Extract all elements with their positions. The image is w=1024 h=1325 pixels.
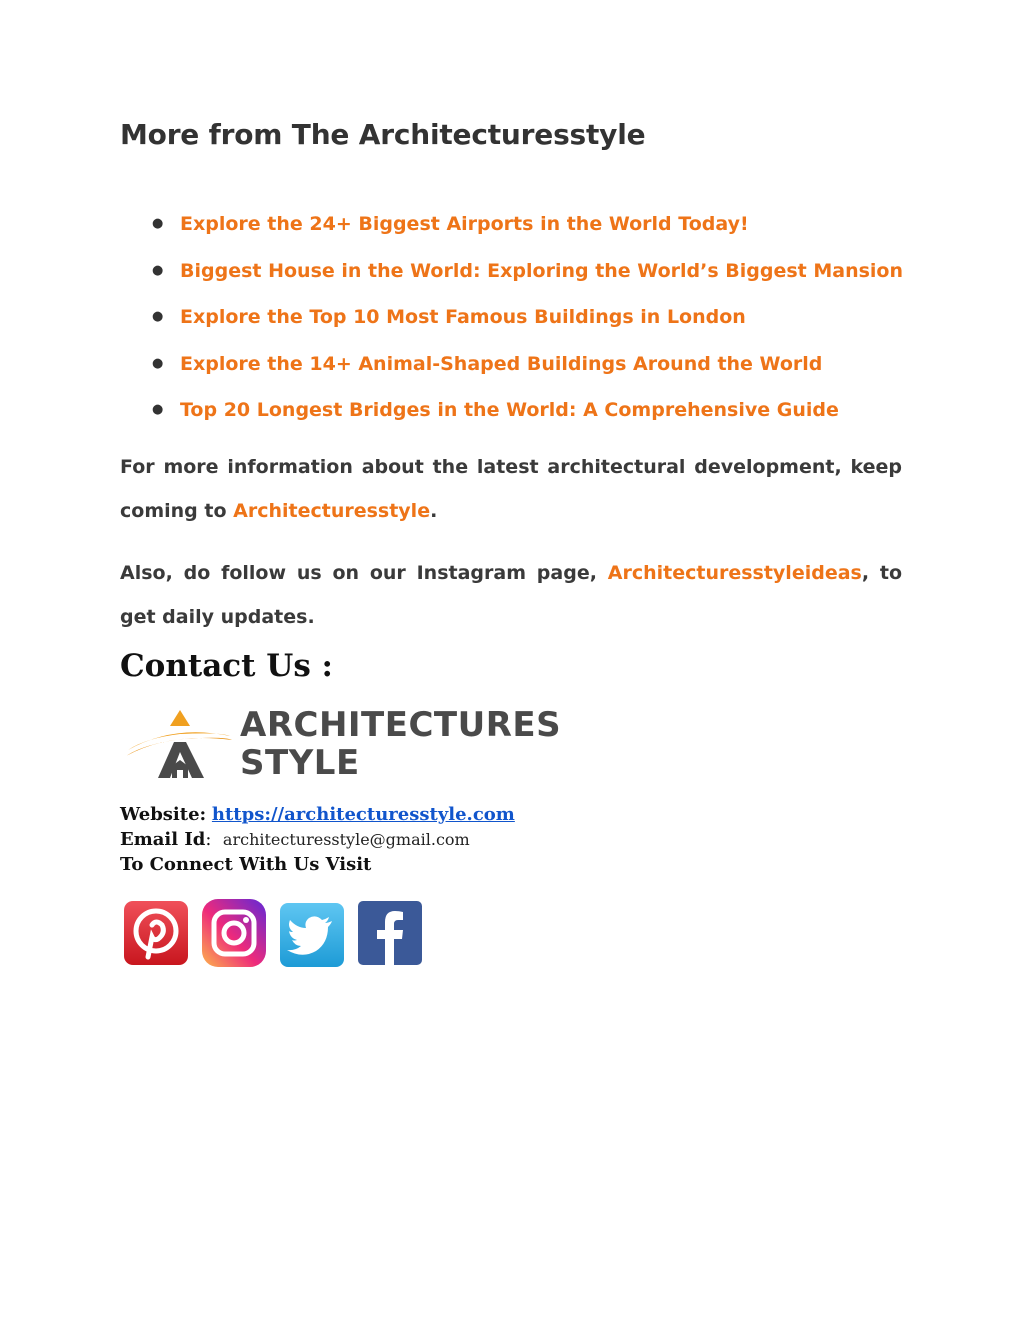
connect-text: To Connect With Us Visit: [120, 854, 372, 875]
bullet-icon: ●: [152, 355, 164, 371]
email-value[interactable]: architecturesstyle@gmail.com: [222, 830, 470, 849]
instagram-paragraph-end: , to get daily updates.: [120, 562, 903, 628]
facebook-icon[interactable]: [356, 897, 424, 969]
section-title: More from The Architecturesstyle: [120, 118, 646, 151]
list-item: [120, 300, 902, 347]
logo-arch-icon: [124, 706, 236, 786]
related-links-list: [120, 207, 902, 440]
bullet-icon: ●: [152, 309, 164, 324]
contact-title: Contact Us :: [120, 648, 334, 684]
info-paragraph-end: .: [430, 500, 438, 522]
list-item: [120, 393, 902, 440]
instagram-icon[interactable]: [200, 897, 268, 969]
list-item: [120, 347, 902, 394]
logo-wordmark: [240, 706, 561, 782]
email-separator: :: [205, 829, 212, 850]
related-link-airports[interactable]: Explore the 24+ Biggest Airports in the World Today!: [180, 213, 749, 235]
related-link-biggest-house[interactable]: Biggest House in the World: Exploring the World’s Biggest Mansion: [180, 259, 904, 282]
website-row: [120, 802, 515, 827]
related-link-longest-bridges[interactable]: Top 20 Longest Bridges in the World: A Comprehensive Guide: [180, 399, 839, 421]
twitter-icon[interactable]: [278, 897, 346, 969]
info-paragraph-text: For more information about the latest architectural development, keep coming to: [120, 456, 902, 522]
email-label: Email Id: [120, 829, 206, 850]
pinterest-icon[interactable]: [122, 897, 190, 969]
architecturesstyle-logo: [124, 706, 564, 786]
website-label: Website:: [120, 804, 207, 825]
email-row: [120, 827, 515, 852]
instagram-paragraph: [120, 551, 902, 639]
website-link[interactable]: https://architecturesstyle.com: [211, 804, 515, 825]
related-link-london-buildings[interactable]: Explore the Top 10 Most Famous Buildings in London: [180, 306, 746, 328]
related-link-animal-buildings[interactable]: Explore the 14+ Animal-Shaped Buildings Around the World: [180, 352, 823, 375]
instagram-page-link[interactable]: Architecturesstyleideas: [607, 562, 862, 584]
architecturesstyle-link[interactable]: Architecturesstyle: [233, 500, 431, 522]
bullet-icon: ●: [152, 402, 164, 417]
logo-line-1: ARCHITECTURES: [240, 705, 562, 745]
info-paragraph: [120, 445, 902, 533]
list-item: [120, 254, 902, 301]
bullet-icon: ●: [152, 216, 164, 231]
logo-line-2: STYLE: [240, 743, 360, 783]
contact-details: [120, 802, 515, 877]
bullet-icon: ●: [152, 262, 164, 278]
list-item: [120, 207, 902, 254]
instagram-paragraph-text: Also, do follow us on our Instagram page,: [120, 562, 608, 584]
